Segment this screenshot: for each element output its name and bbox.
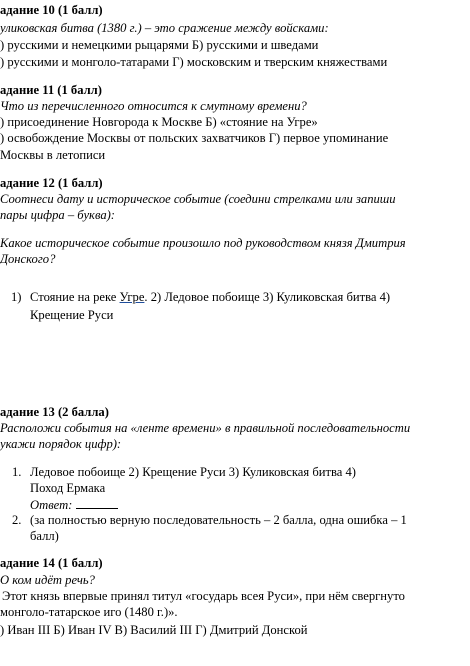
task-12-item-text-rest: . 2) Ледовое побоище 3) Куликовская битва 4) <box>144 290 391 304</box>
task-12-list-number: 1) <box>11 290 22 304</box>
task-13-answer-row <box>30 497 118 513</box>
task-14-text-line-2: монголо-татарское иго (1480 г.)». <box>0 605 178 619</box>
task-11-title: адание 11 (1 балл) <box>0 83 102 97</box>
task-13-list-number-2: 2. <box>12 513 22 527</box>
task-12-instruction-line-1: Соотнеси дату и историческое событие (соедини стрелками или запиши <box>0 192 396 206</box>
task-10-options-line-2: ) русскими и монголо-татарами Г) московским и тверским княжествами <box>0 55 388 69</box>
task-14-text-line-1: Этот князь впервые принял титул «государь всея Руси», при нём свергнуто <box>2 589 405 603</box>
task-12-item-text-start: Стояние на реке <box>30 290 120 304</box>
task-12-question-line-2: Донского? <box>0 252 56 266</box>
task-12-list-item <box>30 290 390 305</box>
task-11-options-line-3: Москвы в летописи <box>0 148 106 162</box>
answer-blank-line[interactable] <box>76 497 118 509</box>
task-13-answer-label: Ответ: <box>30 498 73 512</box>
task-13-instruction-line-1: Расположи события на «ленте времени» в правильной последовательности <box>0 421 411 435</box>
task-10-options-line-1: ) русскими и немецкими рыцарями Б) русскими и шведами <box>0 38 319 52</box>
task-14-question: О ком идёт речь? <box>0 573 95 587</box>
task-13-list-number-1: 1. <box>12 465 22 479</box>
task-11-options-line-2: ) освобождение Москвы от польских захватчиков Г) первое упоминание <box>0 131 389 145</box>
task-14-title: адание 14 (1 балл) <box>0 556 103 570</box>
task-12-list-item-line-2: Крещение Руси <box>30 308 114 322</box>
ugra-link-text: Угре <box>119 290 145 304</box>
task-13-item-1-line-1: Ледовое побоище 2) Крещение Руси 3) Куликовская битва 4) <box>30 465 356 479</box>
task-11-question: Что из перечисленного относится к смутному времени? <box>0 99 307 113</box>
task-13-title: адание 13 (2 балла) <box>0 405 109 419</box>
task-10-title: адание 10 (1 балл) <box>0 3 103 17</box>
task-12-title: адание 12 (1 балл) <box>0 176 103 190</box>
task-12-question-line-1: Какое историческое событие произошло под руководством князя Дмитрия <box>0 236 406 250</box>
task-10-question: уликовская битва (1380 г.) – это сражение между войсками: <box>0 21 329 35</box>
task-11-options-line-1: ) присоединение Новгорода к Москве Б) «стояние на Угре» <box>0 115 318 129</box>
task-13-instruction-line-2: укажи порядок цифр): <box>0 437 122 451</box>
task-14-options: ) Иван III Б) Иван IV В) Василий III Г) Дмитрий Донской <box>0 623 308 637</box>
task-13-item-2-line-2: балл) <box>30 529 59 543</box>
task-13-item-2-line-1: (за полностью верную последовательность – 2 балла, одна ошибка – 1 <box>30 513 407 527</box>
task-12-instruction-line-2: пары цифра – буква): <box>0 208 116 222</box>
task-13-item-1-line-2: Поход Ермака <box>30 481 106 495</box>
